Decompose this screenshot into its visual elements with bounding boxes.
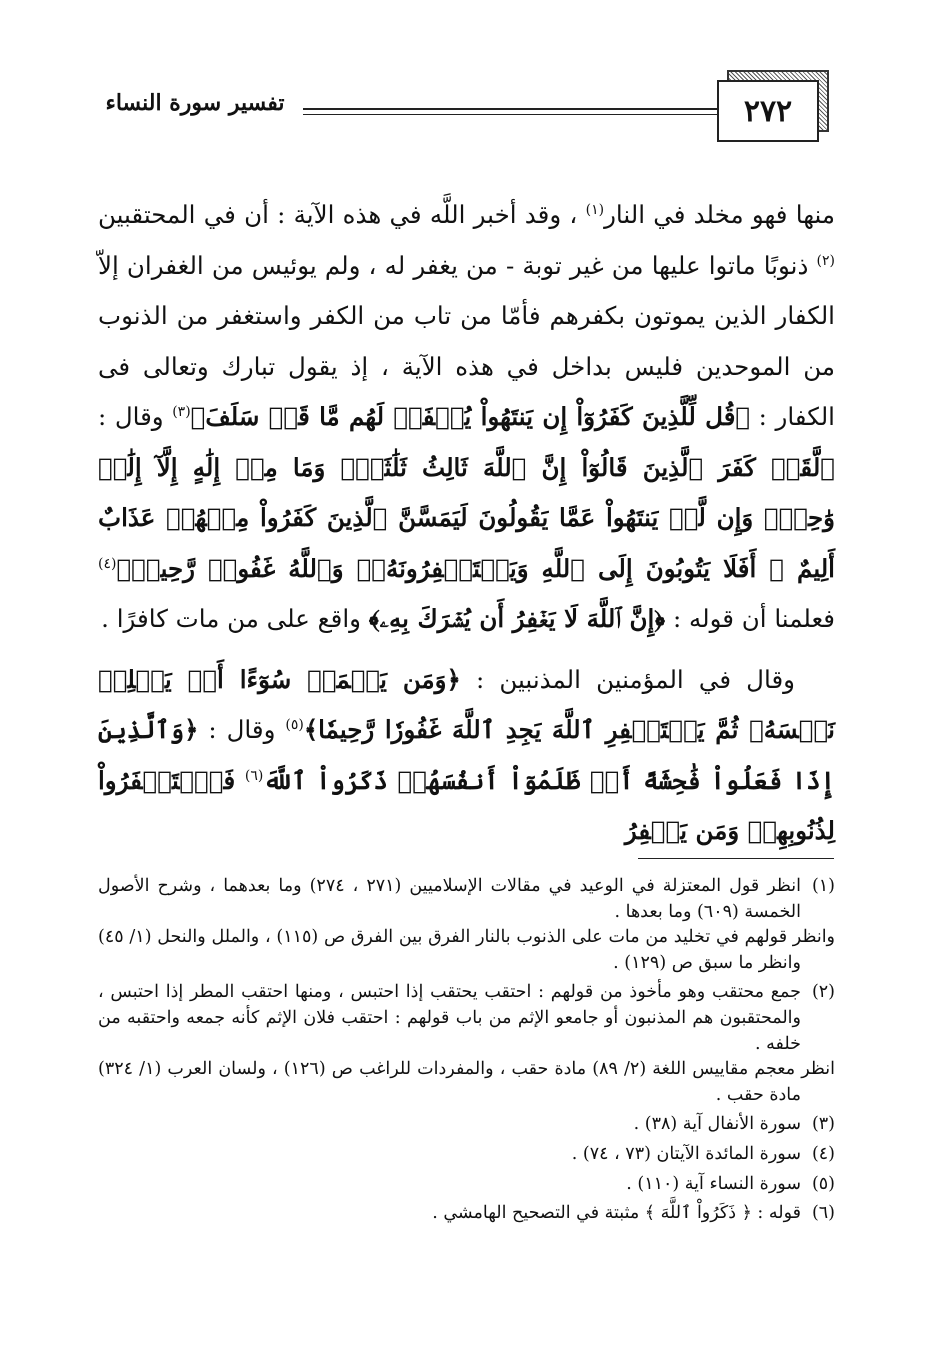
header-rule-thin	[303, 114, 717, 115]
footnote-4	[98, 1142, 835, 1168]
footnote-2	[98, 980, 835, 1108]
footnote-line	[98, 874, 835, 925]
footnote-number: (٣)	[811, 1114, 835, 1135]
footnote-number: (٦)	[811, 1203, 835, 1224]
footnote-3	[98, 1112, 835, 1138]
quran-verse: فَٱسۡتَغۡفَرُواْ لِذُنُوبِهِمۡ وَمَن يَغۡفِرُ	[98, 765, 835, 845]
footnote-number: (٥)	[811, 1173, 835, 1194]
page-header	[95, 78, 837, 148]
footnote-ref[interactable]: (٢)	[816, 252, 835, 269]
footnotes	[98, 874, 835, 1231]
footnote-line	[98, 1057, 835, 1108]
page-number: ٢٧٢	[717, 80, 819, 142]
footnote-separator	[638, 858, 834, 859]
footnote-line	[98, 1142, 835, 1168]
running-title: تفسير سورة النساء	[105, 90, 285, 116]
footnote-line	[98, 1172, 835, 1198]
footnote-ref[interactable]: (٦)	[244, 767, 264, 784]
footnote-text: قوله : ﴿ ذَكَرُواْ ٱللَّهَ ﴾ مثبتة في التصحيح الهامشي .	[432, 1203, 801, 1224]
footnote-text: سورة الأنفال آية (٣٨) .	[633, 1114, 801, 1135]
quran-verse: ﴿إِنَّ ٱللَّهَ لَا يَغۡفِرُ أَن يُشۡرَكَ بِهِۦ﴾	[368, 604, 666, 633]
footnote-ref[interactable]: (٣)	[172, 403, 191, 420]
footnote-ref[interactable]: (٥)	[285, 716, 304, 733]
quran-verse: ﴿لَّقَدۡ كَفَرَ ٱلَّذِينَ قَالُوٓاْ إِنَّ ٱللَّهَ ثَالِثُ ثَلَٰثَةٖۘ وَمَا مِنۡ إِلَٰهٍ إِلَّآ إِلَٰهٞ وَٰحِدٞۚ وَإِن لَّمۡ يَنتَهُواْ عَمَّا يَقُولُونَ لَيَمَسَّنَّ ٱلَّذِينَ كَفَرُواْ مِنۡهُمۡ عَذَابٌ أَلِيمٌ ۞ أَفَلَا يَتُوبُونَ إِلَى ٱللَّهِ وَيَسۡتَغۡفِرُونَهُۥۚ وَٱللَّهُ غَفُورٞ رَّحِيمٞ﴾	[98, 452, 835, 583]
header-rule	[303, 108, 717, 110]
paragraph-1	[98, 190, 835, 645]
footnote-text: سورة المائدة الآيتان (٧٣ ، ٧٤) .	[571, 1143, 801, 1164]
text-run: فعلمنا أن قوله :	[665, 604, 835, 633]
text-run: ، وقد أخبر اللَّه في هذه الآية : أن في المحتقبين	[98, 200, 586, 229]
footnote-5	[98, 1172, 835, 1198]
footnote-line	[98, 1201, 835, 1227]
footnote-6	[98, 1201, 835, 1227]
footnote-number: (٢)	[811, 982, 835, 1003]
footnote-text: جمع محتقب وهو مأخوذ من قولهم : احتقب يحتقب إذا احتبس ، ومنها احتقب المطر إذا احتبس ، والمحتقبون هم المذنبون أو جامعو الإثم من باب قولهم : احتقب فلان الإثم كأنه جمعه واحتقبه من خلفه .	[98, 982, 801, 1054]
quran-verse: ﴿وَمَن يَعۡمَلۡ سُوٓءًا أَوۡ يَظۡلِمۡ نَفۡسَهُۥ ثُمَّ يَسۡتَغۡفِرِ ٱللَّهَ يَجِدِ ٱللَّهَ غَفُورٗا رَّحِيمٗا﴾	[98, 664, 835, 744]
footnote-line	[98, 1112, 835, 1138]
footnote-line	[98, 980, 835, 1057]
paragraph-2	[98, 655, 835, 857]
text-run: وقال :	[198, 715, 286, 744]
footnote-text: وانظر قولهم في تخليد من مات على الذنوب بالنار الفرق بين الفرق ص (١١٥) ، والملل والنحل (١/ ٤٥) وانظر ما سبق ص (١٢٩) .	[98, 927, 836, 973]
footnote-number: (١)	[811, 876, 835, 896]
text-run: وقال في المؤمنين المذنبين :	[460, 664, 795, 694]
footnote-line	[98, 925, 836, 976]
text-run: واقع على من مات كافرًا .	[101, 604, 369, 633]
quran-verse: ﴿وَٱلَّذِينَ إِذَا فَعَلُواْ فَٰحِشَةً أَوۡ ظَلَمُوٓاْ أَنفُسَهُمۡ ذَكَرُواْ ٱللَّهَ	[98, 715, 835, 795]
text-run: وقال :	[98, 402, 173, 431]
footnote-ref[interactable]: (٤)	[98, 555, 117, 572]
footnote-ref[interactable]: (١)	[585, 201, 605, 218]
text-run: ذنوبًا ماتوا عليها من غير توبة - من يغفر له ، ولم يوئيس من الغفران إلاّ الكفار الذين يموتون بكفرهم فأمّا من تاب من الكفر واستغفر من الذنوب من الموحدين فليس بداخل في هذه الآية ، إذ يقول تبارك وتعالى فى الكفار :	[98, 250, 835, 431]
main-text	[98, 190, 835, 857]
quran-verse: ﴿قُل لِّلَّذِينَ كَفَرُوٓاْ إِن يَنتَهُواْ يُغۡفَرۡ لَهُم مَّا قَدۡ سَلَفَ﴾	[190, 402, 751, 431]
footnote-number: (٤)	[811, 1143, 835, 1164]
footnote-text: انظر قول المعتزلة في الوعيد في مقالات الإسلاميين (٢٧١ ، ٢٧٤) وما بعدهما ، وشرح الأصول الخمسة (٦٠٩) وما بعدها .	[98, 876, 801, 922]
footnote-text: انظر معجم مقاييس اللغة (٢/ ٨٩) مادة حقب ، والمفردات للراغب ص (١٢٦) ، ولسان العرب (١/ ٣٢٤) مادة حقب .	[98, 1059, 835, 1105]
footnote-text: سورة النساء آية (١١٠) .	[626, 1173, 801, 1194]
footnote-1	[98, 874, 835, 976]
text-run: منها فهو مخلد في النار	[604, 200, 836, 229]
